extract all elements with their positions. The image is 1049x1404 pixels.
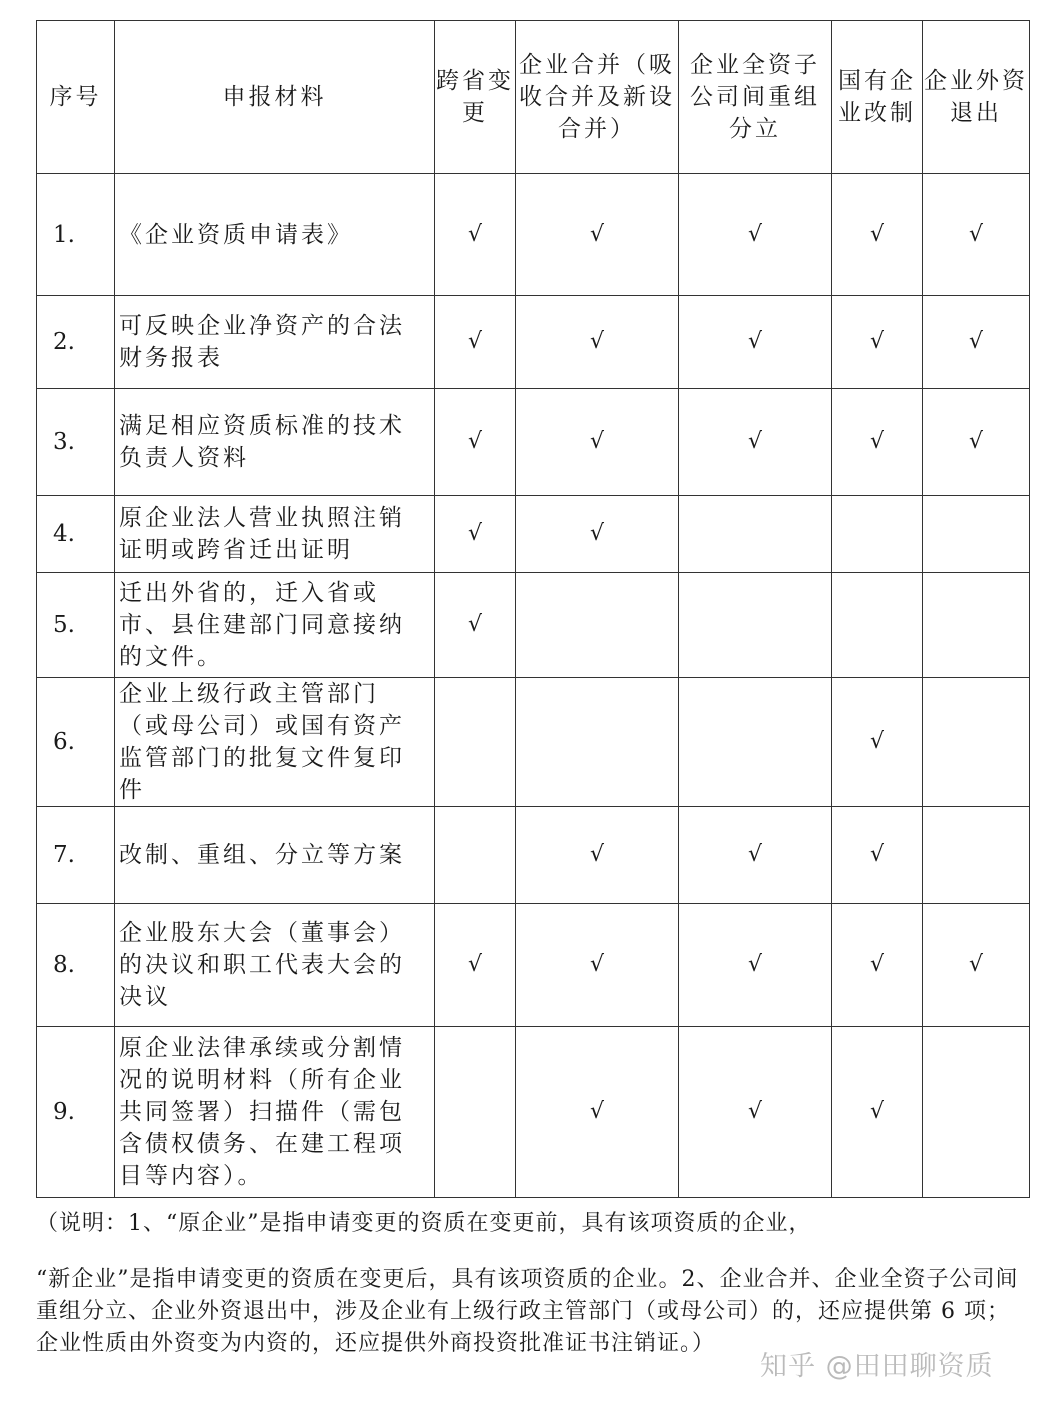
check-cell: √: [435, 389, 516, 496]
table-row: [37, 389, 1030, 496]
material-cell: 改制、重组、分立等方案: [115, 807, 435, 904]
table-row: [37, 807, 1030, 904]
check-cell: √: [435, 904, 516, 1027]
check-cell: [923, 573, 1030, 678]
material-cell: 原企业法人营业执照注销证明或跨省迁出证明: [115, 496, 435, 573]
row-number: 3.: [37, 389, 115, 496]
check-cell: √: [923, 296, 1030, 389]
check-cell: [832, 573, 923, 678]
check-cell: √: [679, 389, 832, 496]
material-cell: 满足相应资质标准的技术负责人资料: [115, 389, 435, 496]
check-cell: √: [832, 678, 923, 807]
header-merger: 企业合并（吸收合并及新设合并）: [516, 21, 679, 174]
check-cell: [923, 678, 1030, 807]
check-cell: √: [516, 1027, 679, 1198]
check-cell: √: [832, 904, 923, 1027]
requirements-table: [36, 20, 1030, 1198]
material-cell: 原企业法律承续或分割情况的说明材料（所有企业共同签署）扫描件（需包含债权债务、在建工程项目等内容）。: [115, 1027, 435, 1198]
row-number: 6.: [37, 678, 115, 807]
check-cell: √: [832, 174, 923, 296]
row-number: 4.: [37, 496, 115, 573]
check-cell: √: [516, 904, 679, 1027]
row-number: 7.: [37, 807, 115, 904]
check-cell: √: [516, 174, 679, 296]
check-cell: √: [516, 496, 679, 573]
header-subsidiary-reorg: 企业全资子公司间重组分立: [679, 21, 832, 174]
check-cell: [923, 496, 1030, 573]
check-cell: √: [435, 174, 516, 296]
check-cell: [923, 807, 1030, 904]
check-cell: √: [923, 389, 1030, 496]
check-cell: [516, 573, 679, 678]
table-row: [37, 904, 1030, 1027]
check-cell: [435, 1027, 516, 1198]
row-number: 2.: [37, 296, 115, 389]
check-cell: √: [679, 807, 832, 904]
check-cell: √: [516, 389, 679, 496]
note-line-1: （说明：1、“原企业”是指申请变更的资质在变更前，具有该项资质的企业，: [36, 1211, 812, 1236]
material-cell: 《企业资质申请表》: [115, 174, 435, 296]
check-cell: √: [679, 1027, 832, 1198]
table-row: [37, 1027, 1030, 1198]
check-cell: √: [679, 904, 832, 1027]
material-cell: 企业上级行政主管部门（或母公司）或国有资产监管部门的批复文件复印件: [115, 678, 435, 807]
check-cell: [832, 496, 923, 573]
header-foreign-exit: 企业外资退出: [923, 21, 1030, 174]
check-cell: √: [516, 296, 679, 389]
material-cell: 迁出外省的，迁入省或市、县住建部门同意接纳的文件。: [115, 573, 435, 678]
check-cell: √: [923, 174, 1030, 296]
header-row: [37, 21, 1030, 174]
row-number: 9.: [37, 1027, 115, 1198]
check-cell: √: [923, 904, 1030, 1027]
zhihu-watermark: 知乎 @田田聊资质: [760, 1351, 994, 1382]
check-cell: √: [435, 296, 516, 389]
table-row: [37, 296, 1030, 389]
check-cell: √: [832, 1027, 923, 1198]
table-row: [37, 573, 1030, 678]
check-cell: √: [435, 573, 516, 678]
header-soe-reform: 国有企业改制: [832, 21, 923, 174]
check-cell: √: [516, 807, 679, 904]
check-cell: √: [832, 296, 923, 389]
note-line-2: “新企业”是指申请变更的资质在变更后，具有该项资质的企业。2、企业合并、企业全资子公司间重组分立、企业外资退出中，涉及企业有上级行政主管部门（或母公司）的，还应提供第 6 项；企业性质由外资变为内资的，还应提供外商投资批准证书注销证。）: [36, 1267, 1019, 1356]
row-number: 8.: [37, 904, 115, 1027]
check-cell: √: [832, 807, 923, 904]
check-cell: √: [679, 296, 832, 389]
check-cell: √: [435, 496, 516, 573]
check-cell: √: [679, 174, 832, 296]
check-cell: √: [832, 389, 923, 496]
table-row: [37, 496, 1030, 573]
check-cell: [679, 496, 832, 573]
header-cross-province: 跨省变更: [435, 21, 516, 174]
check-cell: [923, 1027, 1030, 1198]
material-cell: 企业股东大会（董事会）的决议和职工代表大会的决议: [115, 904, 435, 1027]
table-row: [37, 678, 1030, 807]
check-cell: [679, 573, 832, 678]
check-cell: [679, 678, 832, 807]
material-cell: 可反映企业净资产的合法财务报表: [115, 296, 435, 389]
header-material: 申报材料: [115, 21, 435, 174]
header-index: 序号: [37, 21, 115, 174]
table-row: [37, 174, 1030, 296]
check-cell: [516, 678, 679, 807]
row-number: 1.: [37, 174, 115, 296]
check-cell: [435, 678, 516, 807]
row-number: 5.: [37, 573, 115, 678]
check-cell: [435, 807, 516, 904]
